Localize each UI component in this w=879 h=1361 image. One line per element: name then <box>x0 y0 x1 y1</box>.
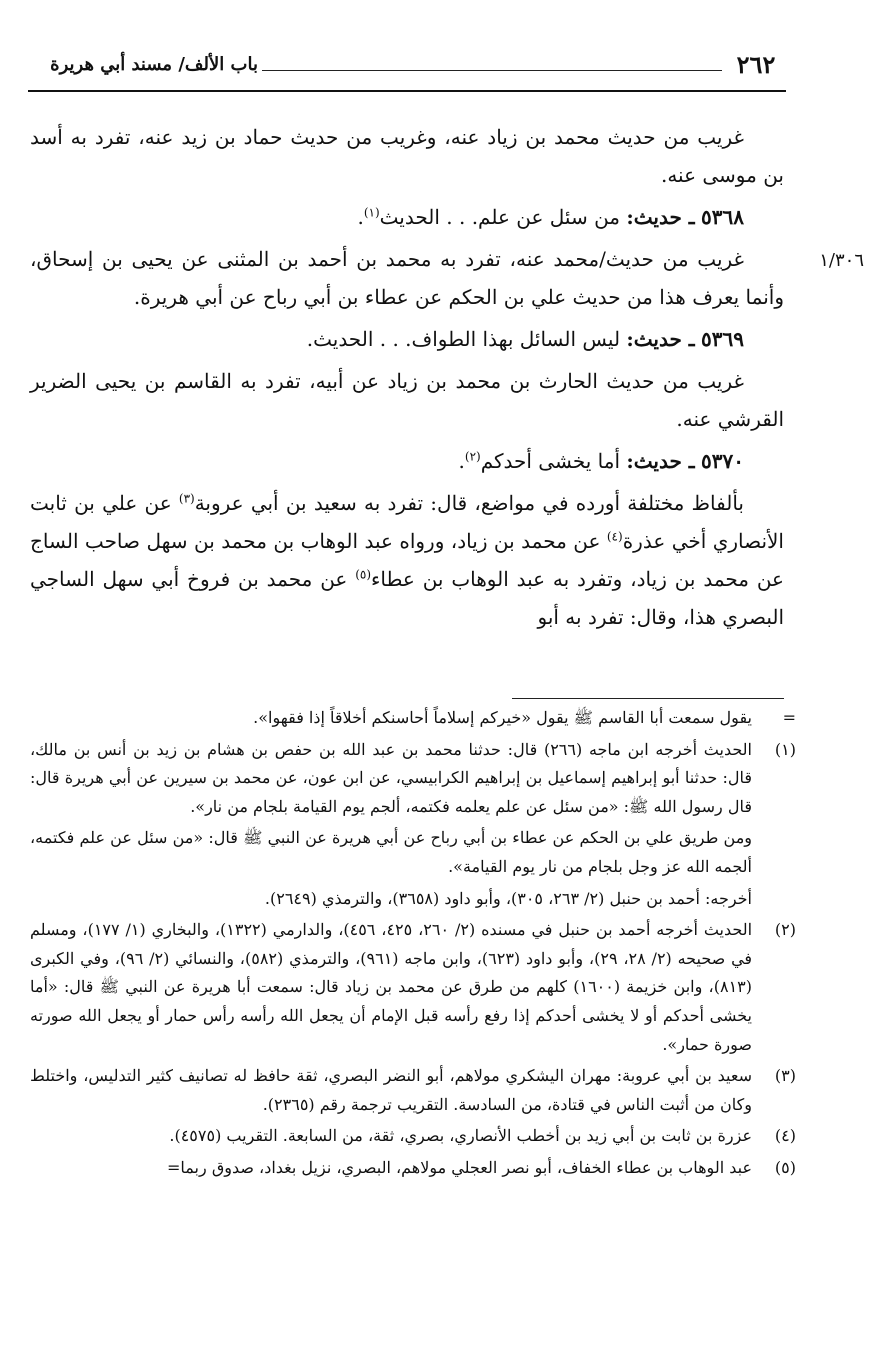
main-text <box>30 118 784 636</box>
body-paragraph: غريب من حديث محمد بن زياد عنه، وغريب من حديث حماد بن زيد عنه، تفرد به أسد بن موسى عنه. <box>30 125 784 187</box>
footnote-text: عزرة بن ثابت بن أبي زيد بن أخطب الأنصاري، بصري، ثقة، من السابعة. التقريب (٤٥٧٥). <box>169 1126 752 1146</box>
footnote-number: (٢) <box>774 920 796 940</box>
text-run: عن محمد بن زياد، ورواه عبد الوهاب بن محمد بن سهل صاحب الساج عن محمد بن زياد، وتفرد به عبد الوهاب بن عطاء <box>30 529 784 591</box>
punctuation: . <box>458 449 465 473</box>
margin-manuscript-reference: ١/٣٠٦ <box>819 250 864 271</box>
footnote-number: (٤) <box>774 1126 796 1146</box>
footnote <box>30 704 796 733</box>
hadith-entry <box>30 198 784 236</box>
text-run: بألفاظ مختلفة أورده في مواضع، قال: تفرد به سعيد بن أبي عروبة <box>194 491 745 515</box>
hadith-number: ٥٣٦٨ <box>701 205 744 229</box>
footnote-text: الحديث أخرجه أحمد بن حنبل في مسنده (٢/ ٢٦٠، ٤٢٥، ٤٥٦)، والدارمي (١٣٢٢)، والبخاري (١/ ١٧٧)، ومسلم في صحيحه (٢/ ٢٨، ٢٩)، وأبو داود (٦٢٣)، وابن ماجه (٩٦١)، والترمذي (٥٨٢)، والنسائي (٢/ ٩٦)، وفي الكبرى (٨١٣)، وابن خزيمة (١٦٠٠) كلهم من طرق عن محمد بن زياد قال: سمعت أبا هريرة عن النبي ﷺ قال: «أما يخشى أحدكم أو لا يخشى أحدكم إذا رفع رأسه قبل الإمام أن يجعل الله رأسه رأس حمار أو يجعل الله صورته صورة حمار». <box>30 920 753 1054</box>
footnote-ref: (٥) <box>355 567 372 582</box>
footnote-number: = <box>782 708 796 727</box>
body-paragraph: غريب من حديث الحارث بن محمد بن زياد عن أبيه، تفرد به القاسم بن يحيى الضرير القرشي عنه. <box>30 369 784 431</box>
footnote <box>30 1154 796 1183</box>
running-header-title: باب الألف/ مسند أبي هريرة <box>50 54 258 75</box>
hadith-label: ـ حديث: <box>626 327 695 351</box>
header-rule-short <box>262 70 722 71</box>
hadith-text: ليس السائل بهذا الطواف. . . الحديث. <box>306 327 621 351</box>
hadith-label: ـ حديث: <box>626 205 695 229</box>
header-rule <box>28 90 786 92</box>
text-run: عن محمد بن فروخ أبي سهل الساجي البصري هذا، وقال: تفرد به أبو <box>30 567 784 629</box>
footnotes <box>30 704 796 1183</box>
footnote-text: الحديث أخرجه ابن ماجه (٢٦٦) قال: حدثنا محمد بن عبد الله بن حفص بن هشام بن زيد بن أنس بن مالك، قال: حدثنا أبو إبراهيم إسماعيل بن إبراهيم الكرابيسي، عن ابن عون، عن محمد بن سيرين عن أبي هريرة قال: قال رسول الله ﷺ: «من سئل عن علم يعلمه فكتمه، ألجم يوم القيامة بلجام من نار». <box>30 739 752 816</box>
footnote-text: سعيد بن أبي عروبة: مهران اليشكري مولاهم، أبو النضر البصري، ثقة حافظ له تصانيف كثير التدليس، واختلط وكان من أثبت الناس في قتادة، من السادسة. التقريب ترجمة رقم (٢٣٦٥). <box>30 1066 752 1114</box>
footnote <box>30 916 796 1059</box>
hadith-number: ٥٣٦٩ <box>701 327 744 351</box>
text-run: عن علي بن ثابت الأنصاري أخي عذرة <box>30 491 784 553</box>
footnote-ref: (٣) <box>178 491 195 506</box>
footnote <box>30 736 796 914</box>
footnote-ref: (١) <box>363 205 380 220</box>
punctuation: . <box>357 205 364 229</box>
body-paragraph <box>30 484 784 636</box>
footnote-number: (٥) <box>774 1157 796 1177</box>
hadith-number: ٥٣٧٠ <box>701 449 744 473</box>
footnote <box>30 1062 796 1119</box>
hadith-text: أما يخشى أحدكم <box>480 449 621 473</box>
hadith-entry <box>30 442 784 480</box>
body-paragraph: غريب من حديث/محمد عنه، تفرد به محمد بن أحمد بن المثنى عن يحيى بن إسحاق، وأنما يعرف هذا من حديث علي بن الحكم عن عطاء بن أبي رباح عن أبي هريرة. <box>30 247 784 309</box>
footnote-number: (١) <box>774 739 796 759</box>
hadith-entry <box>30 320 784 358</box>
footnote-text: ومن طريق علي بن الحكم عن عطاء بن أبي رباح عن أبي هريرة عن النبي ﷺ قال: «من سئل عن علم فكتمه، ألجمه الله عز وجل بلجام من نار يوم القيامة». <box>30 828 752 876</box>
footnote-text: عبد الوهاب بن عطاء الخفاف، أبو نصر العجلي مولاهم، البصري، نزيل بغداد، صدوق ربما= <box>167 1157 752 1177</box>
footnote-text: يقول سمعت أبا القاسم ﷺ يقول «خيركم إسلاماً أحاسنكم أخلاقاً إذا فقهوا». <box>253 708 752 727</box>
footnote-number: (٣) <box>774 1066 796 1086</box>
footnote-ref: (٤) <box>606 529 623 544</box>
page-number: ٢٦٢ <box>736 50 776 79</box>
footnote <box>30 1122 796 1151</box>
footnote-ref: (٢) <box>464 449 481 464</box>
footnote-text: أخرجه: أحمد بن حنبل (٢/ ٢٦٣، ٣٠٥)، وأبو داود (٣٦٥٨)، والترمذي (٢٦٤٩). <box>264 888 752 908</box>
hadith-text: من سئل عن علم. . . الحديث <box>379 205 621 229</box>
hadith-label: ـ حديث: <box>626 449 695 473</box>
footnote-separator <box>512 698 784 699</box>
